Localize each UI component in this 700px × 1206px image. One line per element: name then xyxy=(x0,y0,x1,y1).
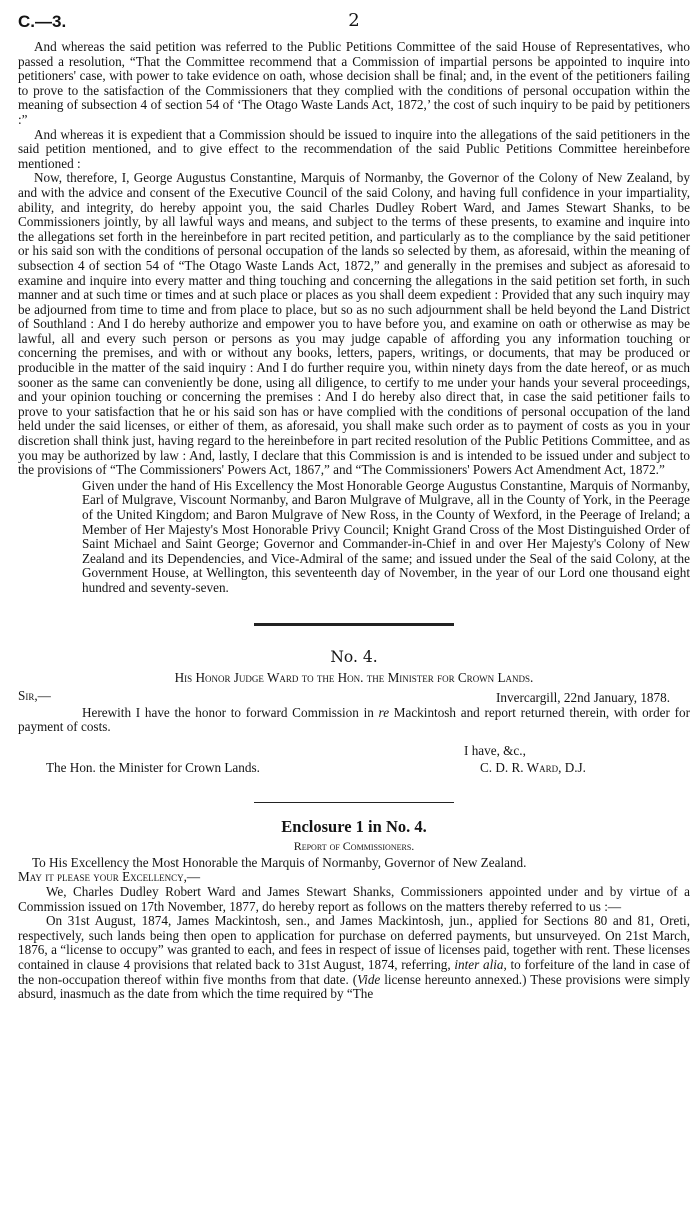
section-divider xyxy=(254,623,454,626)
no4-letter-body xyxy=(18,706,690,735)
enclosure-divider xyxy=(254,802,454,803)
report-text xyxy=(18,856,690,1002)
closing: I have, &c., xyxy=(464,742,526,758)
enclosure-subtitle: Report of Commissioners. xyxy=(293,838,415,853)
enclosure-title: Enclosure 1 in No. 4. xyxy=(281,816,427,836)
document-page xyxy=(18,0,690,1002)
addressee: The Hon. the Minister for Crown Lands. xyxy=(46,759,260,775)
page-header xyxy=(18,0,690,40)
paragraph-petition-referred: And whereas the said petition was referred to the Public Petitions Committee of the said House of Representatives, who passed a resolution, “That the Committee recommend that a Commission of impartial persons be appointed to inquire into petitioners' case, with power to take evidence on oath, whose decision shall be final; and, in the event of the petitioners failing to prove to the satisfaction of the Commissioners that they complied with the conditions of personal occupation within the meaning of subsection 4 of section 54 of ‘The Otago Waste Lands Act, 1872,’ the cost of such inquiry to be paid by petitioners :” xyxy=(18,39,690,127)
report-paragraph-2: On 31st August, 1874, James Mackintosh, sen., and James Mackintosh, jun., applied for Sections 80 and 81, Oreti, respectively, such lands being then open to application for purchase on deferred payments, but unsurveyed. On 21st March, 1876, a “license to occupy” was granted to each, and fees in respect of issue of licenses paid, together with rent. These licenses contained in clause 4 provisions that related back to 31st August, 1874, referring, inter alia, to forfeiture of the land in case of the non-occupation thereof within five months from that date. (Vide license hereunto annexed.) These provisions were simply absurd, inasmuch as the date from which the time required by “The xyxy=(18,913,691,1002)
salutation: Sir,— xyxy=(18,687,51,703)
given-under-hand: Given under the hand of His Excellency the Most Honorable George Augustus Constantine, Marquis of Normanby, Earl of Mulgrave, Viscount Normanby, and Baron Mulgrave of Mulgrave, all in the County of York, in the Peerage of the United Kingdom; and Baron Mulgrave of New Ross, in the County of Wexford, in the Peerage of Ireland; a Member of Her Majesty's Most Honorable Privy Council; Knight Grand Cross of the Most Distinguished Order of Saint Michael and Saint George; Governor and Commander-in-Chief in and over Her Majesty's Colony of New Zealand and its Dependencies, and Vice-Admiral of the same; and issued under the Seal of the said Colony, at the Government House, at Wellington, this seventeenth day of November, in the year of our Lord one thousand eight hundred and seventy-seven. xyxy=(82,477,690,595)
commission-text xyxy=(18,40,690,596)
page-number: 2 xyxy=(348,10,360,31)
paragraph-expedient: And whereas it is expedient that a Commission should be issued to inquire into the allegations of the said petitioners in the said petition mentioned, and to give effect to the recommendation of the said Public Petitions Committee hereinbefore mentioned : xyxy=(18,126,690,171)
signature-row xyxy=(18,760,690,776)
signature: C. D. R. Ward, D.J. xyxy=(480,759,586,775)
place-date: Invercargill, 22nd January, 1878. xyxy=(496,689,670,705)
salutation-row xyxy=(18,688,690,704)
paragraph-now-therefore: Now, therefore, I, George Augustus Constantine, Marquis of Normanby, the Governor of the Colony of New Zealand, by and with the advice and consent of the Executive Council of the said Colony, and having full confidence in your impartiality, ability, and integrity, do hereby appoint you, the said Charles Dudley Robert Ward, and James Stewart Shanks, to be Commissioners jointly, by all lawful ways and means, and subject to the terms of these presents, to examine and inquire into the allegations set forth in the hereinbefore in part recited petition, and particularly as to the compliance by the said petitioner or his said son with the conditions of personal occupation of the lands so selected by them, as aforesaid, within the meaning of subsection 4 of section 54 of “The Otago Waste Lands Act, 1872,” and generally in the premises and subject as aforesaid to examine and inquire into every matter and thing touching and concerning the allegations in the said petition set forth, in such manner and at such time or times and at such place or places as you shall deem expedient : Provided that any such inquiry may be adjourned from time to time and from place to place, but so as no such adjournment shall be held beyond the Land District of Southland : And I do hereby authorize and empower you to have before you, and examine on oath or otherwise as may be lawful, all and every such person or persons as you may judge capable of affording you any information touching or concerning the premises, and with or without any books, letters, papers, writings, or documents, that may be produced or producible in the matter of the said inquiry : And I do further require you, within ninety days from the date hereof, or as much sooner as the same can conveniently be done, using all diligence, to certify to me under your hands your several proceedings, and your opinion touching or concerning the premises : And I do hereby also direct that, in case the said petitioner fails to prove to your satisfaction that he or his said son has or have complied with the conditions of personal occupation of the land held under the said licenses, or either of them, as aforesaid, you shall make such order as to payment of costs as you in your discretion shall think just, having regard to the hereinbefore in part recited resolution of the Public Petitions Committee, and as you may be authorized by law : And, lastly, I declare that this Commission is and is intended to be issued under and subject to the provisions of “The Commissioners' Powers Act, 1867,” and “The Commissioners' Powers Act Amendment Act, 1872.” xyxy=(18,170,690,478)
report-addressee: To His Excellency the Most Honorable the Marquis of Normanby, Governor of New Zealand. xyxy=(32,854,527,870)
document-reference: C.—3. xyxy=(18,12,67,31)
no4-letter-heading: His Honor Judge Ward to the Hon. the Minister for Crown Lands. xyxy=(174,669,534,685)
report-salutation: May it please your Excellency,— xyxy=(18,869,201,885)
no4-body-paragraph: Herewith I have the honor to forward Commission in re Mackintosh and report returned therein, with order for payment of costs. xyxy=(18,704,690,735)
closing-row xyxy=(18,743,690,760)
report-paragraph-1: We, Charles Dudley Robert Ward and James Stewart Shanks, Commissioners appointed under and by virtue of a Commission issued on 17th November, 1877, do hereby report as follows on the matters thereby referred to us :— xyxy=(18,883,690,914)
no4-title: No. 4. xyxy=(330,647,378,666)
